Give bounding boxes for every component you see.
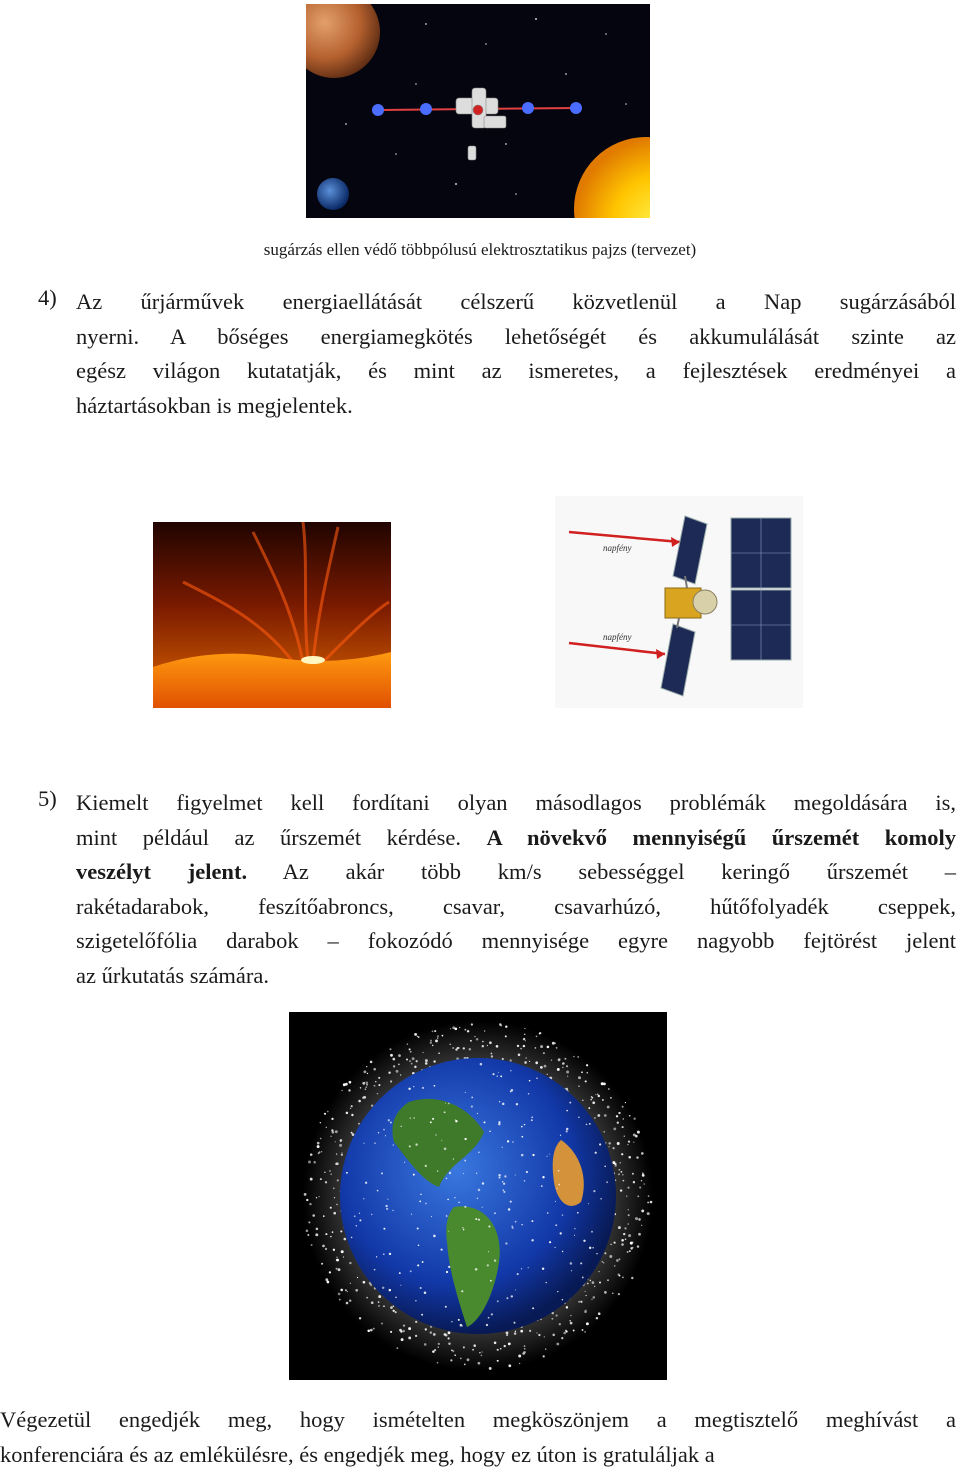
para5-emphasis: veszélyt jelent.	[76, 859, 247, 884]
closing-line: konferenciára és az emlékülésre, és engedjék meg, hogy ez úton is gratuláljak a	[0, 1438, 956, 1472]
satellite-solar-panel-illustration	[555, 496, 803, 708]
closing-paragraph	[0, 1403, 956, 1472]
para4-line: háztartásokban is megjelentek.	[76, 389, 956, 424]
solar-flare-photo	[153, 522, 391, 708]
para5-line-2	[76, 821, 956, 856]
para4-number: 4)	[38, 285, 57, 311]
space-shield-illustration	[306, 4, 650, 218]
figure-caption: sugárzás ellen védő többpólusú elektrosztatikus pajzs (tervezet)	[0, 240, 960, 260]
para5-line: szigetelőfólia darabok – fokozódó mennyisége egyre nagyobb fejtörést jelent	[76, 924, 956, 959]
sunlight-label-bottom: napfény	[603, 632, 632, 642]
para4-line: egész világon kutatatják, és mint az ismeretes, a fejlesztések eredményei a	[76, 354, 956, 389]
paragraph-5	[76, 786, 956, 993]
para4-line: Az űrjárművek energiaellátását célszerű közvetlenül a Nap sugárzásából	[76, 285, 956, 320]
space-debris-around-earth	[289, 1012, 667, 1380]
para4-line: nyerni. A bőséges energiamegkötés lehetőségét és akkumulálását szinte az	[76, 320, 956, 355]
closing-line: Végezetül engedjék meg, hogy ismételten megköszönjem a megtisztelő meghívást a	[0, 1403, 956, 1438]
sunlight-label-top: napfény	[603, 543, 632, 553]
para5-number: 5)	[38, 786, 57, 812]
para5-text: Az akár több km/s sebességgel keringő űrszemét –	[283, 859, 956, 884]
para5-line: rakétadarabok, feszítőabroncs, csavar, csavarhúzó, hűtőfolyadék cseppek,	[76, 890, 956, 925]
para5-line-3	[76, 855, 956, 890]
para5-emphasis: A növekvő mennyiségű űrszemét komoly	[487, 825, 957, 850]
paragraph-4	[76, 285, 956, 423]
para5-text: mint például az űrszemét kérdése.	[76, 825, 461, 850]
para5-line: az űrkutatás számára.	[76, 959, 956, 994]
para5-line: Kiemelt figyelmet kell fordítani olyan másodlagos problémák megoldására is,	[76, 786, 956, 821]
